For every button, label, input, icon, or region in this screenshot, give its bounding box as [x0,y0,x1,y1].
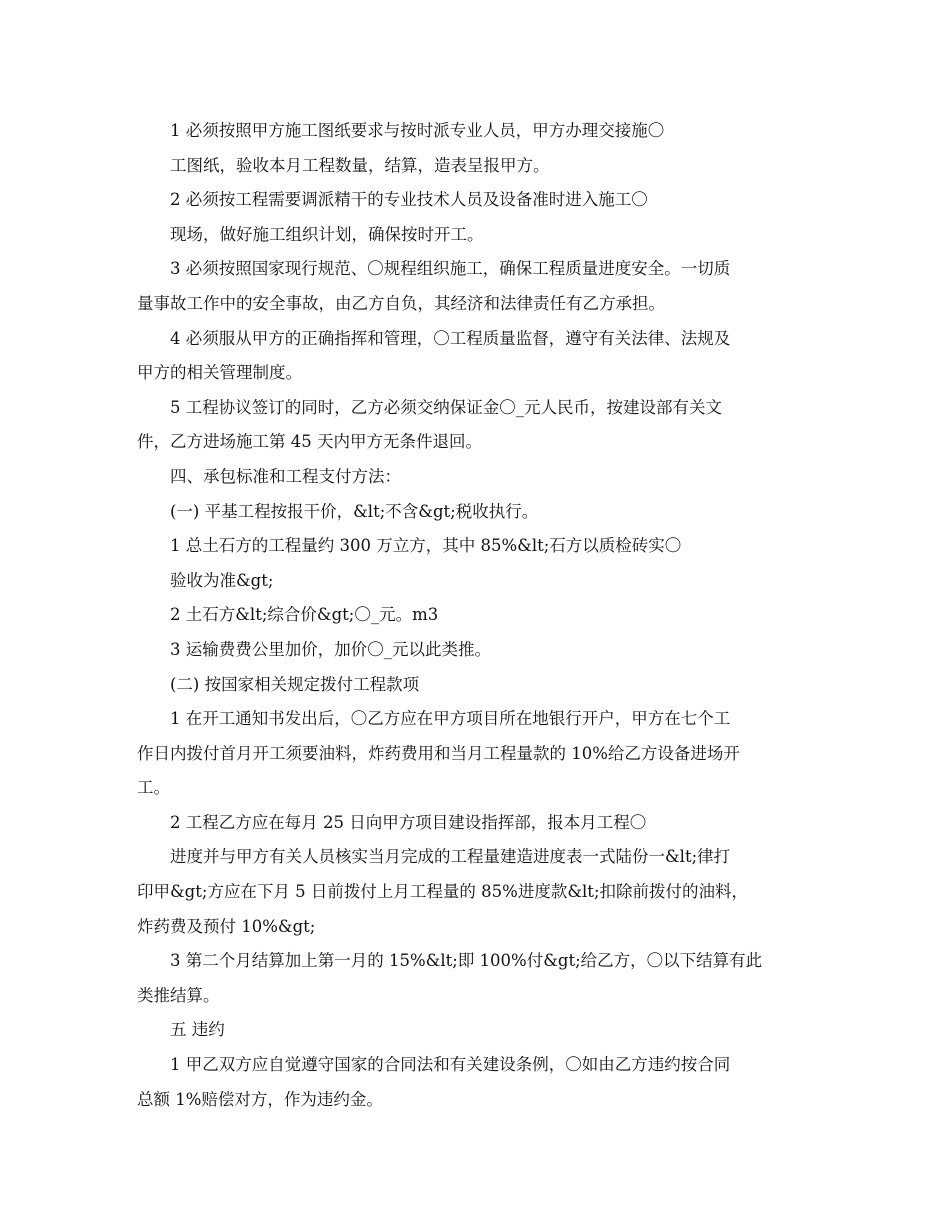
text-line: 甲方的相关管理制度。 [137,363,302,383]
text-line: 作日内拨付首月开工须要油料，炸药费用和当月工程量款的 10%给乙方设备进场开 [137,743,740,763]
paragraph [137,1013,813,1048]
text-line: 类推结算。 [137,985,220,1005]
paragraph [137,460,813,495]
text-line: 工。 [137,778,170,798]
paragraph [137,529,813,564]
text-line: 印甲&gt;方应在下月 5 日前拨付上月工程量的 85%进度款&lt;扣除前拨付的油料， [137,882,748,902]
text-line: 现场，做好施工组织计划，确保按时开工。 [170,224,484,244]
paragraph [137,564,813,599]
text-line: 验收为准&gt; [170,570,274,590]
paragraph [137,495,813,530]
text-line: 2 土石方&lt;综合价&gt;〇_元。m3 [170,605,439,625]
text-line: 4 必须服从甲方的正确指挥和管理，〇工程质量监督，遵守有关法律、法规及 [170,328,731,348]
text-line: 3 必须按照国家现行规范、〇规程组织施工，确保工程质量进度安全。一切质 [170,259,731,279]
paragraph [137,1048,813,1117]
text-line: (一) 平基工程按报干价，&lt;不含&gt;税收执行。 [170,501,539,521]
text-line: 2 工程乙方应在每月 25 日向甲方项目建设指挥部，报本月工程〇 [170,812,647,832]
document-body [137,114,813,1117]
text-line: 总额 1%赔偿对方，作为违约金。 [137,1089,383,1109]
paragraph [137,702,813,806]
text-line: 1 甲乙双方应自觉遵守国家的合同法和有关建设条例，〇如由乙方违约按合同 [170,1055,731,1075]
paragraph [137,252,813,321]
text-line: 四、承包标准和工程支付方法： [170,466,401,486]
text-line: 5 工程协议签订的同时，乙方必须交纳保证金〇_元人民币，按建设部有关文 [170,397,722,417]
paragraph [137,840,813,944]
paragraph [137,183,813,218]
paragraph [137,391,813,460]
paragraph [137,598,813,633]
paragraph [137,668,813,703]
text-line: 1 必须按照甲方施工图纸要求与按时派专业人员，甲方办理交接施〇 [170,121,665,140]
text-line: 量事故工作中的安全事故，由乙方自负，其经济和法律责任有乙方承担。 [137,293,665,313]
paragraph [137,218,813,253]
text-line: 进度并与甲方有关人员核实当月完成的工程量建造进度表一式陆份一&lt;律打 [170,847,731,867]
paragraph [137,944,813,1013]
text-line: 1 总土石方的工程量约 300 万立方，其中 85%&lt;石方以质检砖实〇 [170,536,682,556]
paragraph [137,114,813,149]
text-line: 炸药费及预付 10%&gt; [137,916,316,936]
text-line: 3 运输费费公里加价，加价〇_元以此类推。 [170,639,491,659]
text-line: 3 第二个月结算加上第一月的 15%&lt;即 100%付&gt;给乙方，〇以下结算有此 [170,951,763,971]
paragraph [137,149,813,184]
text-line: 2 必须按工程需要调派精干的专业技术人员及设备准时进入施工〇 [170,190,648,210]
text-line: 1 在开工通知书发出后，〇乙方应在甲方项目所在地银行开户，甲方在七个工 [170,709,731,729]
paragraph [137,806,813,841]
paragraph [137,322,813,391]
text-line: 件，乙方进场施工第 45 天内甲方无条件退回。 [137,432,482,452]
text-line: 工图纸，验收本月工程数量，结算，造表呈报甲方。 [170,155,550,175]
paragraph [137,633,813,668]
text-line: 五 违约 [170,1020,225,1040]
text-line: (二) 按国家相关规定拨付工程款项 [170,674,420,694]
